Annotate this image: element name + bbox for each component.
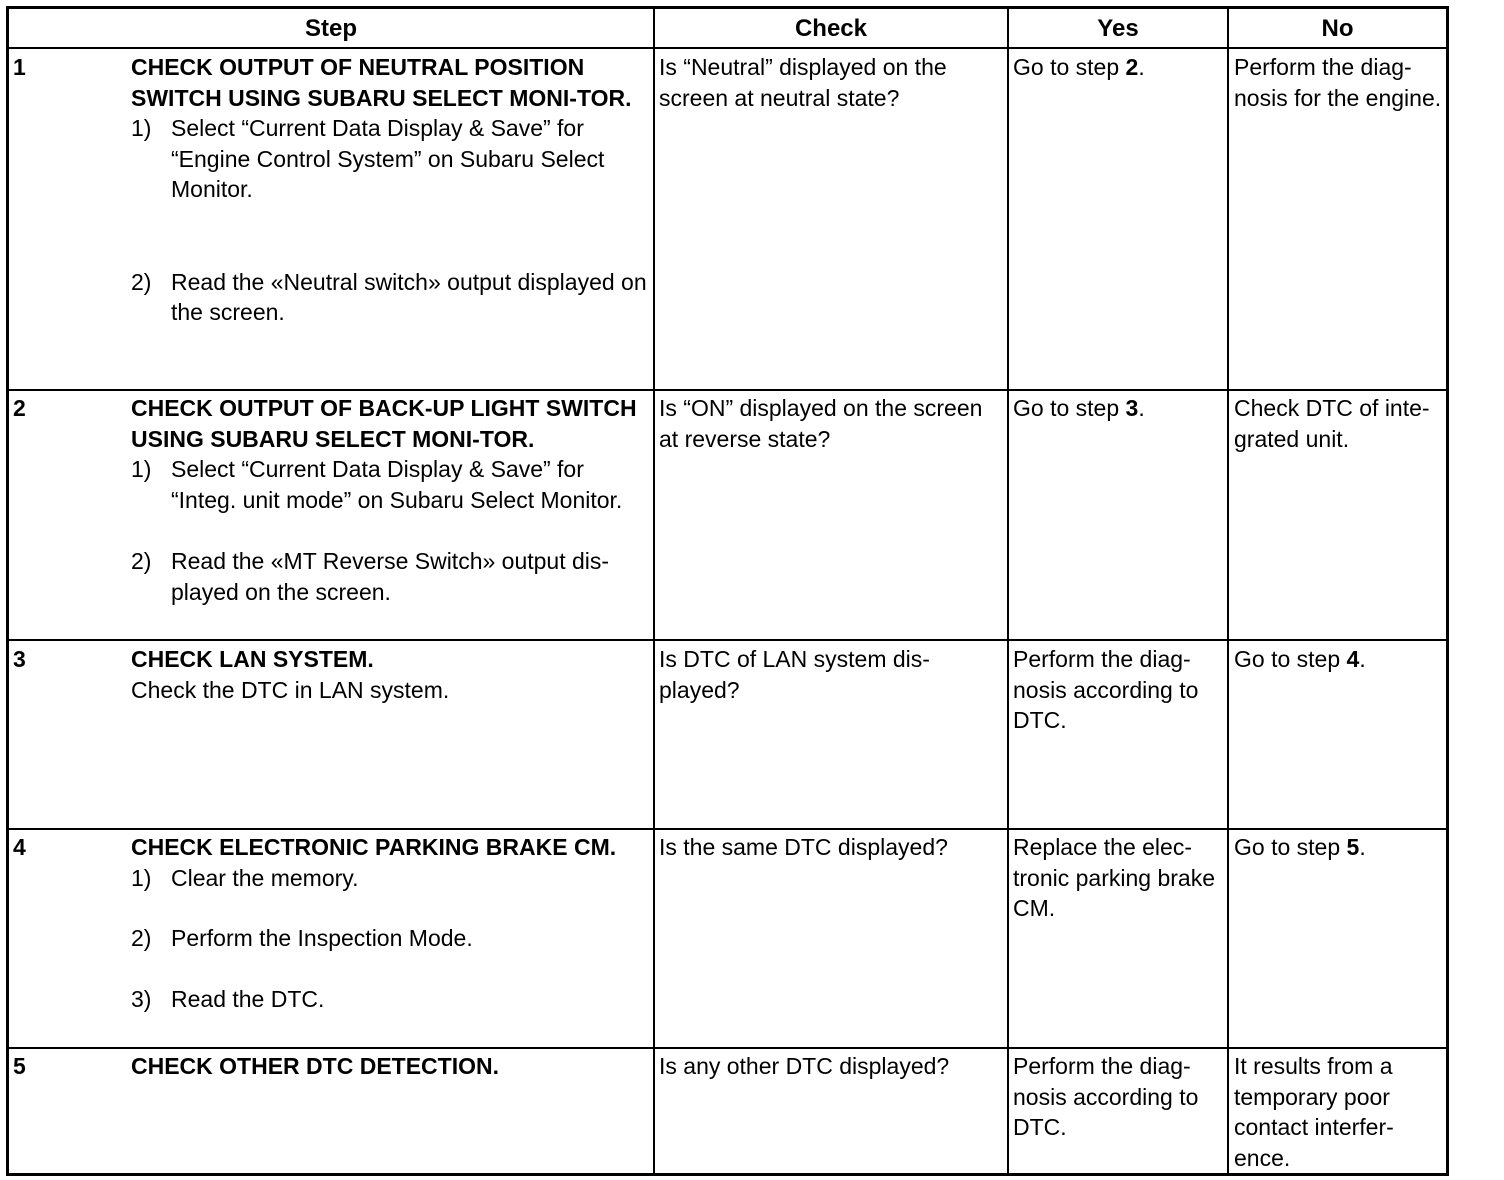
row-divider xyxy=(9,1047,1446,1049)
step-title: CHECK OTHER DTC DETECTION. xyxy=(131,1053,499,1079)
substep: 3) Read the DTC. xyxy=(131,985,325,1012)
diagnostic-table xyxy=(6,6,1449,1176)
yes-action: Go to step 2. xyxy=(1013,54,1145,80)
no-action: Go to step 5. xyxy=(1234,834,1366,860)
step-description xyxy=(131,393,647,607)
yes-action: Go to step 3. xyxy=(1013,395,1145,421)
substep: 1) Select “Current Data Display & Save” for “Engine Control System” on Subaru Select Monitor. xyxy=(131,115,605,202)
step-number: 5 xyxy=(13,1053,26,1079)
step-number: 4 xyxy=(13,834,26,860)
step-title: CHECK OUTPUT OF BACK-UP LIGHT SWITCH USING SUBARU SELECT MONI-TOR. xyxy=(131,395,637,452)
row-divider xyxy=(9,639,1446,641)
yes-action: Perform the diag-nosis according to DTC. xyxy=(1013,1053,1199,1140)
step-text: Check the DTC in LAN system. xyxy=(131,676,450,703)
step-title: CHECK ELECTRONIC PARKING BRAKE CM. xyxy=(131,834,617,860)
column-divider xyxy=(653,9,655,1173)
step-title: CHECK LAN SYSTEM. xyxy=(131,646,374,672)
no-action: Go to step 4. xyxy=(1234,646,1366,672)
check-question: Is the same DTC displayed? xyxy=(659,834,948,860)
row-divider xyxy=(9,389,1446,391)
step-title: CHECK OUTPUT OF NEUTRAL POSITION SWITCH USING SUBARU SELECT MONI-TOR. xyxy=(131,54,632,111)
no-action: It results from a temporary poor contact interfer-ence. xyxy=(1234,1053,1394,1171)
column-divider xyxy=(1007,9,1009,1173)
substep: 1) Clear the memory. xyxy=(131,864,359,891)
header-no: No xyxy=(1321,15,1354,42)
substep: 2) Read the «Neutral switch» output displayed on the screen. xyxy=(131,268,647,325)
substep: 2) Read the «MT Reverse Switch» output dis-played on the screen. xyxy=(131,548,610,605)
header-yes: Yes xyxy=(1097,15,1139,42)
step-description xyxy=(131,644,647,705)
no-action: Perform the diag-nosis for the engine. xyxy=(1234,54,1442,111)
step-description xyxy=(131,832,647,1014)
substep: 1) Select “Current Data Display & Save” for “Integ. unit mode” on Subaru Select Monitor. xyxy=(131,456,623,513)
check-question: Is “Neutral” displayed on the screen at neutral state? xyxy=(659,54,947,111)
yes-action: Replace the elec-tronic parking brake CM. xyxy=(1013,834,1215,921)
step-description xyxy=(131,1051,647,1082)
header-check: Check xyxy=(794,15,868,42)
row-divider xyxy=(9,828,1446,830)
header-step: Step xyxy=(304,15,357,42)
check-question: Is any other DTC displayed? xyxy=(659,1053,950,1079)
check-question: Is “ON” displayed on the screen at reverse state? xyxy=(659,395,983,452)
step-number: 3 xyxy=(13,646,26,672)
column-divider xyxy=(1227,9,1229,1173)
yes-action: Perform the diag-nosis according to DTC. xyxy=(1013,646,1199,733)
step-number: 2 xyxy=(13,395,26,421)
substep: 2) Perform the Inspection Mode. xyxy=(131,925,473,951)
step-number: 1 xyxy=(13,54,26,80)
check-question: Is DTC of LAN system dis-played? xyxy=(659,646,930,703)
no-action: Check DTC of inte-grated unit. xyxy=(1234,395,1430,452)
step-description xyxy=(131,52,647,328)
